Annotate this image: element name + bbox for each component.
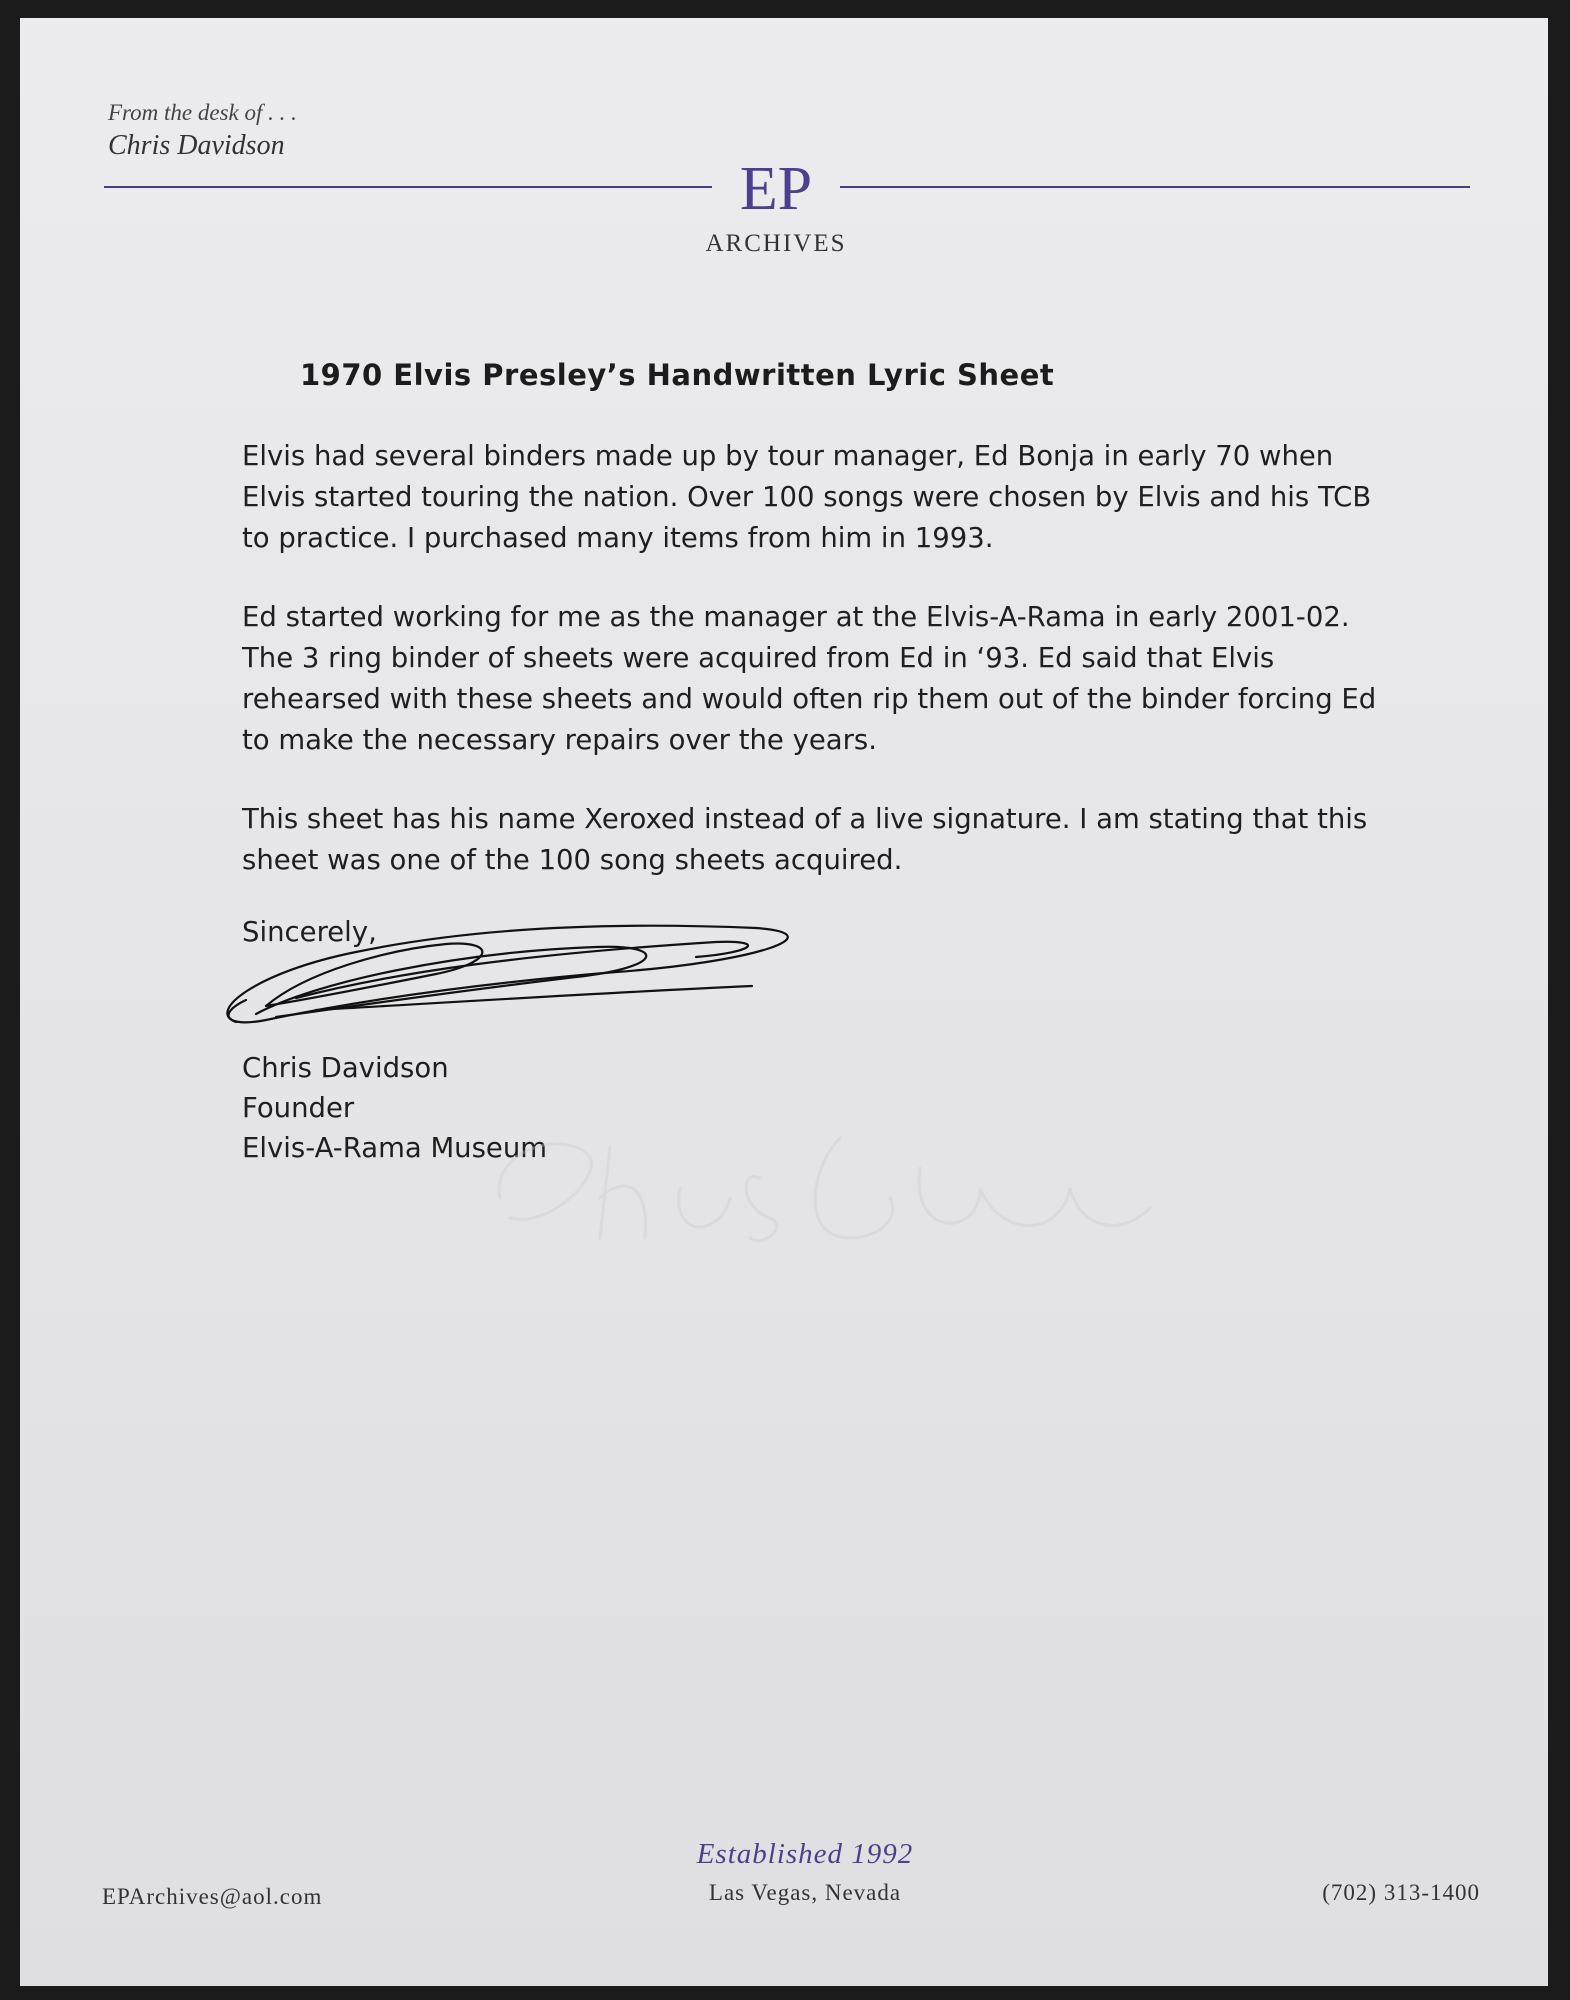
paragraph: Ed started working for me as the manager at the Elvis-A-Rama in early 2001-02. The 3 ring binder of sheets were acquired from Ed in ‘93. Ed said that Elvis rehearsed with these sheets and would often rip them out of the binder forcing Ed to make the necessary repairs over the years. (242, 601, 1377, 756)
signatory-role: Founder (242, 1092, 355, 1124)
contact-email: EPArchives@aol.com (102, 1884, 323, 1909)
established-text: Established 1992 (696, 1838, 914, 1870)
header-rule-left (104, 186, 712, 188)
letter-body (242, 436, 1382, 919)
ep-logo: EP (739, 155, 813, 223)
from-desk-label: From the desk of . . . (108, 100, 297, 125)
from-desk-name: Chris Davidson (108, 130, 285, 161)
document-title: 1970 Elvis Presley’s Handwritten Lyric Sheet (300, 358, 1055, 392)
header-rule-right (840, 186, 1470, 188)
location-text: Las Vegas, Nevada (708, 1880, 902, 1905)
paragraph: Elvis had several binders made up by tour manager, Ed Bonja in early 70 when Elvis started touring the nation. Over 100 songs were chosen by Elvis and his TCB to practice. I purchased many items from him in 1993. (242, 440, 1372, 554)
signatory-organization: Elvis-A-Rama Museum (242, 1132, 548, 1164)
faint-signature-watermark (460, 1108, 1180, 1268)
letter-sheet (20, 18, 1548, 1986)
contact-phone: (702) 313-1400 (1322, 1880, 1480, 1905)
paragraph: This sheet has his name Xeroxed instead of a live signature. I am stating that this sheet was one of the 100 song sheets acquired. (242, 803, 1368, 876)
closing-salutation: Sincerely, (242, 916, 377, 948)
handwritten-signature (196, 902, 796, 1062)
signatory-name: Chris Davidson (242, 1052, 449, 1084)
archives-label: ARCHIVES (705, 230, 847, 257)
